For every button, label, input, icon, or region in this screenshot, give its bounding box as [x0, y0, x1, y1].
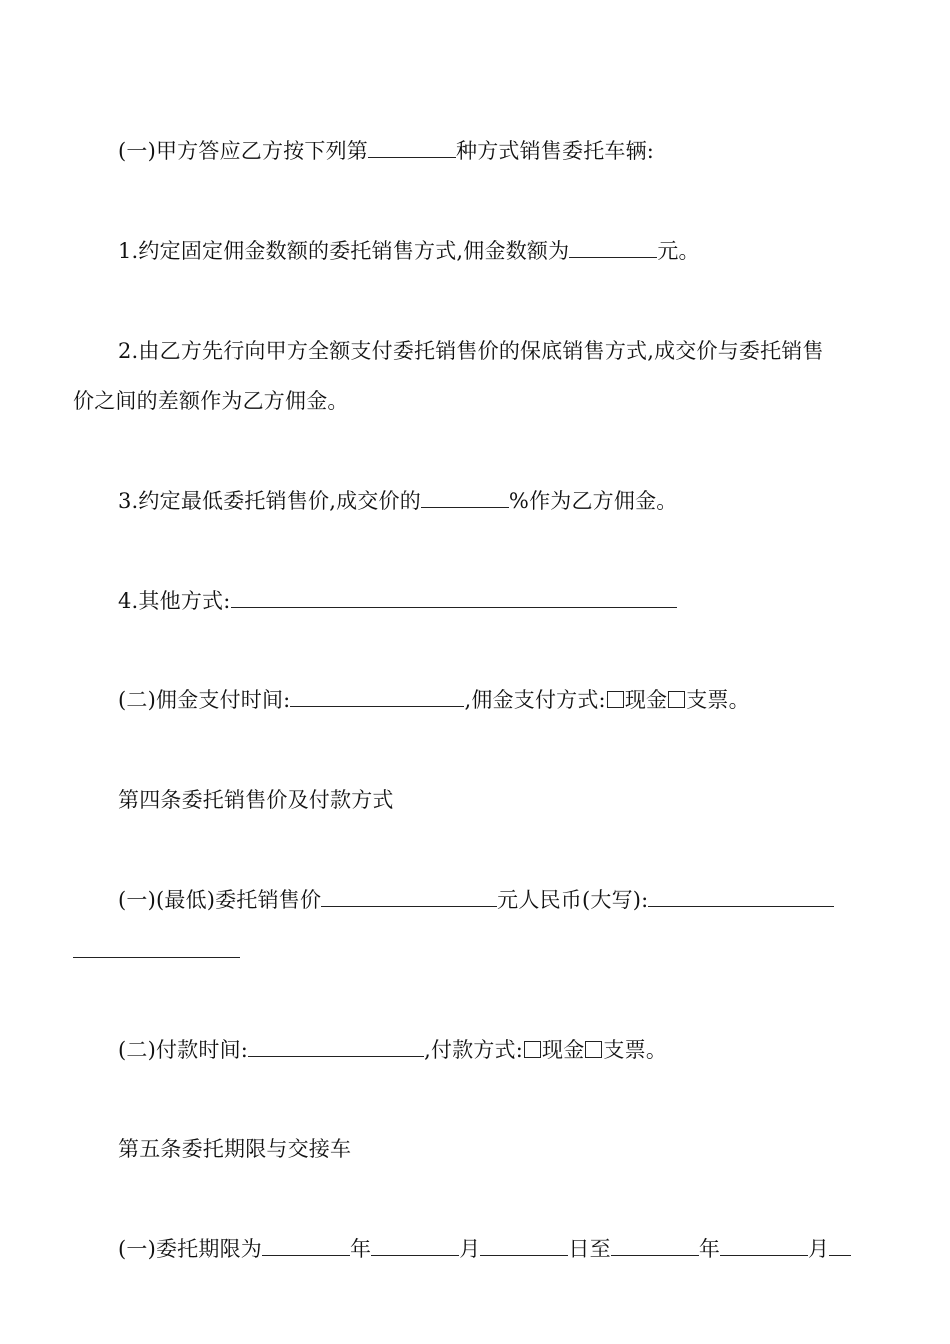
- clause-consignment-period: [118, 1236, 851, 1262]
- checkbox-square: [585, 1041, 602, 1058]
- clause-text: 现金: [542, 1038, 585, 1062]
- blank-field: [248, 1037, 424, 1057]
- clause-text: ,佣金支付方式:: [464, 688, 606, 712]
- item-text: 1.约定固定佣金数额的委托销售方式,佣金数额为: [118, 239, 570, 263]
- heading-text: 第四条委托销售价及付款方式: [118, 788, 394, 812]
- blank-field: [720, 1236, 808, 1256]
- clause-text: 元人民币(大写):: [497, 888, 649, 912]
- blank-field: [371, 1236, 459, 1256]
- item-text: 价之间的差额作为乙方佣金。: [73, 389, 349, 413]
- item-text: %作为乙方佣金。: [508, 489, 678, 513]
- clause-text: 支票。: [686, 688, 750, 712]
- article-heading-4: [118, 787, 394, 813]
- clause-text: (一)(最低)委托销售价: [118, 888, 322, 912]
- article-heading-5: [118, 1136, 351, 1162]
- item-text: 元。: [657, 239, 700, 263]
- item-other-method: [118, 588, 677, 614]
- item-text: 3.约定最低委托销售价,成交价的: [118, 489, 421, 513]
- item-minimum-price: [118, 488, 677, 514]
- item-fixed-commission: [118, 238, 700, 264]
- blank-field: [569, 238, 657, 258]
- blank-field: [321, 887, 497, 907]
- clause-text: ,付款方式:: [424, 1038, 524, 1062]
- blank-field: [368, 138, 456, 158]
- clause-text: 月: [459, 1237, 481, 1261]
- clause-text: (一)委托期限为: [118, 1237, 262, 1261]
- item-guarantee-sale-cont: [73, 388, 349, 414]
- clause-text: (一)甲方答应乙方按下列第: [118, 139, 368, 163]
- blank-field: [421, 488, 509, 508]
- clause-text: 年: [698, 1237, 721, 1261]
- clause-text: 支票。: [603, 1038, 668, 1062]
- heading-text: 第五条委托期限与交接车: [118, 1137, 352, 1161]
- blank-field-continuation: [73, 957, 240, 958]
- clause-payment-time: [118, 1037, 667, 1063]
- checkbox-square: [668, 691, 685, 708]
- clause-consignment-price: [118, 887, 834, 913]
- clause-text: 月: [808, 1237, 830, 1261]
- clause-text: 日至: [568, 1237, 611, 1261]
- item-text: 2.由乙方先行向甲方全额支付委托销售价的保底销售方式,成交价与委托销售: [118, 339, 824, 363]
- clause-commission-payment: [118, 687, 750, 713]
- item-text: 4.其他方式:: [118, 589, 231, 613]
- blank-field: [648, 887, 834, 907]
- blank-field: [231, 588, 677, 608]
- blank-field: [262, 1236, 350, 1256]
- blank-field: [829, 1236, 851, 1256]
- blank-field: [290, 687, 464, 707]
- item-guarantee-sale: [118, 338, 824, 364]
- clause-text: 年: [350, 1237, 372, 1261]
- clause-text: (二)佣金支付时间:: [118, 688, 291, 712]
- checkbox-square: [607, 691, 624, 708]
- clause-text: (二)付款时间:: [118, 1038, 249, 1062]
- checkbox-square: [524, 1041, 541, 1058]
- blank-field: [611, 1236, 699, 1256]
- clause-text: 现金: [624, 688, 668, 712]
- clause-sales-method: [118, 138, 654, 164]
- blank-field: [480, 1236, 568, 1256]
- clause-text: 种方式销售委托车辆:: [456, 139, 655, 163]
